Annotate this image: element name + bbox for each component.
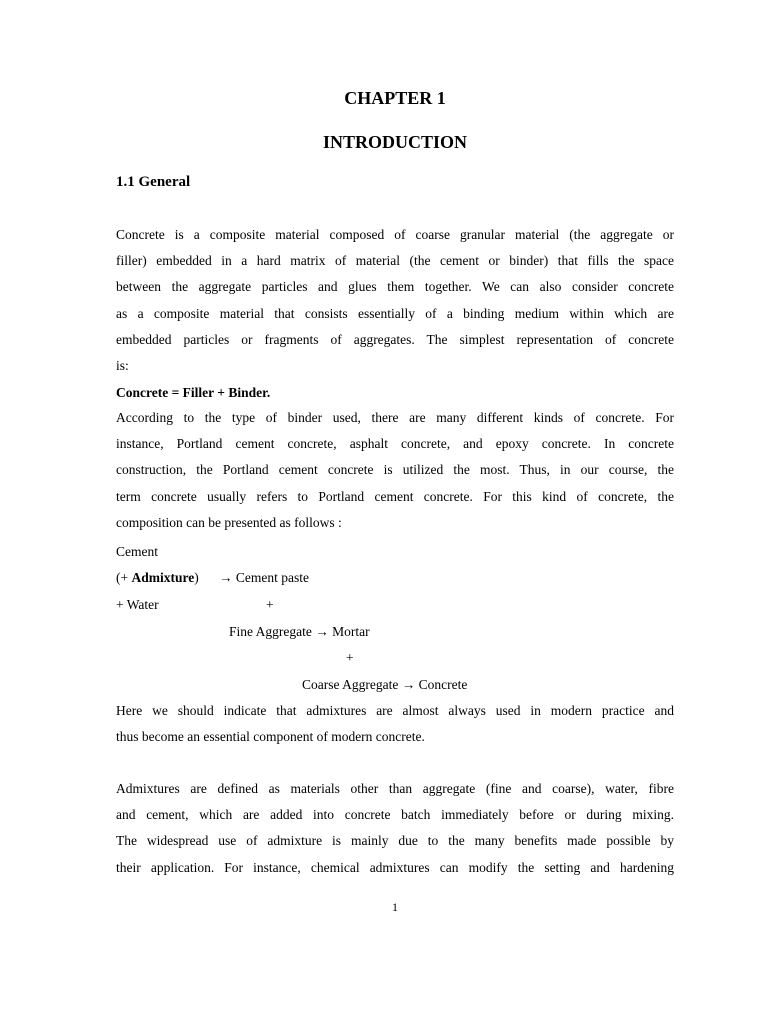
admixture-term: Admixture	[131, 570, 195, 585]
text-line: as a composite material that consists essentially of a binding medium within which are	[116, 305, 674, 321]
text-line: term concrete usually refers to Portland cement concrete. For this kind of concrete, the	[116, 488, 674, 504]
text-line: between the aggregate particles and glues them together. We can also consider concrete	[116, 279, 674, 295]
composition-fine-aggregate: Fine Aggregate → Mortar	[229, 624, 370, 639]
text-line: is:	[116, 358, 129, 374]
page-number: 1	[392, 900, 398, 914]
composition-cement-paste: → Cement paste	[219, 570, 309, 585]
chapter-title: INTRODUCTION	[322, 132, 468, 152]
paragraph-admixture-definition	[116, 776, 674, 881]
text-line: their application. For instance, chemical admixtures can modify the setting and hardening	[116, 859, 674, 875]
text-line: Here we should indicate that admixtures are almost always used in modern practice and	[116, 703, 674, 718]
text-line: embedded particles or fragments of aggregates. The simplest representation of concrete	[116, 331, 674, 347]
text-line: The widespread use of admixture is mainly due to the many benefits made possible by	[116, 833, 674, 849]
admixture-open: (+	[116, 570, 132, 585]
composition-plus-2: +	[346, 650, 354, 665]
text-line: Admixtures are defined as materials other than aggregate (fine and coarse), water, fibre	[116, 781, 674, 796]
composition-admixture	[116, 568, 199, 588]
text-line: instance, Portland cement concrete, asphalt concrete, and epoxy concrete. In concrete	[116, 436, 674, 452]
section-title: 1.1 General	[116, 174, 191, 190]
paragraph-intro	[116, 222, 674, 379]
composition-cement: Cement	[116, 544, 158, 559]
formula: Concrete = Filler + Binder.	[116, 385, 271, 400]
admixture-close: )	[194, 570, 199, 585]
composition-plus-1: +	[266, 597, 274, 612]
text-line: According to the type of binder used, there are many different kinds of concrete. For	[116, 410, 674, 425]
text-line: Concrete is a composite material composed of coarse granular material (the aggregate or	[116, 227, 674, 242]
text-line: composition can be presented as follows :	[116, 514, 342, 530]
text-line: construction, the Portland cement concrete is utilized the most. Thus, in our course, the	[116, 462, 674, 478]
paragraph-admixture-note	[116, 698, 674, 750]
text-line: thus become an essential component of modern concrete.	[116, 729, 425, 745]
paragraph-binder-types	[116, 405, 674, 536]
text-line: and cement, which are added into concrete batch immediately before or during mixing.	[116, 807, 674, 823]
chapter-label: CHAPTER 1	[344, 88, 446, 108]
composition-water: + Water	[116, 597, 159, 612]
text-line: filler) embedded in a hard matrix of material (the cement or binder) that fills the space	[116, 253, 674, 269]
composition-coarse-aggregate: Coarse Aggregate → Concrete	[302, 677, 468, 692]
